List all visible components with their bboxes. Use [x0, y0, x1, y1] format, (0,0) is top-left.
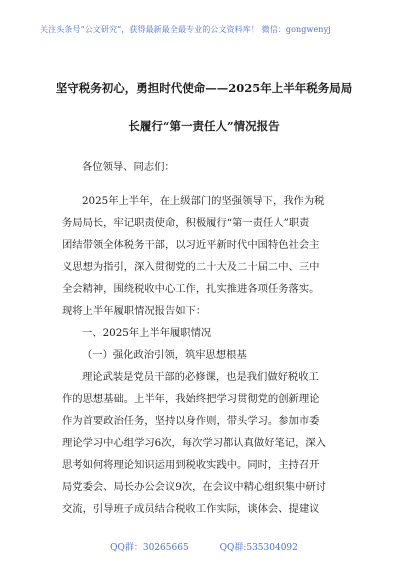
footer-contact: [0, 540, 408, 553]
paragraph-line: 局党委会、局长办公会议9次，在会议中精心组织集中研讨: [62, 481, 326, 493]
paragraph-line: 交流，引导班子成员结合税收工作实际，谈体会、提建议: [62, 503, 320, 515]
paragraph-line: 义思想为指引，深入贯彻党的二十大及二十届二中、三中: [62, 261, 320, 273]
qq-group-1: QQ群：30265665: [110, 543, 189, 553]
document-title-line-1: 坚守税务初心，勇担时代使命——2025年上半年税务局局: [55, 81, 353, 95]
qq-group-2: QQ群:535304092: [219, 543, 298, 553]
paragraph-line: 务局局长，牢记职责使命，积极履行“第一责任人”职责: [62, 217, 310, 229]
paragraph-line: 作为首要政治任务，坚持以身作则，带头学习。参加市委: [62, 415, 320, 427]
paragraph-line: 全会精神，围绕税收中心工作，扎实推进各项任务落实。: [62, 283, 320, 295]
paragraph-line: 思考如何将理论知识运用到税收实践中。同时，主持召开: [62, 459, 320, 471]
paragraph-line: 作的思想基础。上半年，我始终把学习贯彻党的创新理论: [62, 393, 320, 405]
promo-banner: 关注头条号“公文研究”，获得最新最全最专业的公文资料库！ 微信：gongwenyj: [40, 25, 331, 34]
paragraph-line: 现将上半年履职情况报告如下：: [62, 305, 207, 317]
paragraph-line: 理论学习中心组学习6次，每次学习都认真做好笔记，深入: [62, 437, 326, 449]
document-title-line-2: 长履行“第一责任人”情况报告: [128, 119, 280, 133]
subsection-heading: （一）强化政治引领，筑牢思想根基: [82, 349, 247, 361]
paragraph-line: 团结带领全体税务干部，以习近平新时代中国特色社会主: [62, 239, 320, 251]
section-heading: 一、2025年上半年履职情况: [82, 327, 212, 339]
paragraph-line: 2025年上半年，在上级部门的坚强领导下，我作为税: [82, 195, 325, 207]
salutation: 各位领导、同志们：: [82, 161, 175, 173]
paragraph-line: 理论武装是党员干部的必修课，也是我们做好税收工: [82, 371, 319, 383]
